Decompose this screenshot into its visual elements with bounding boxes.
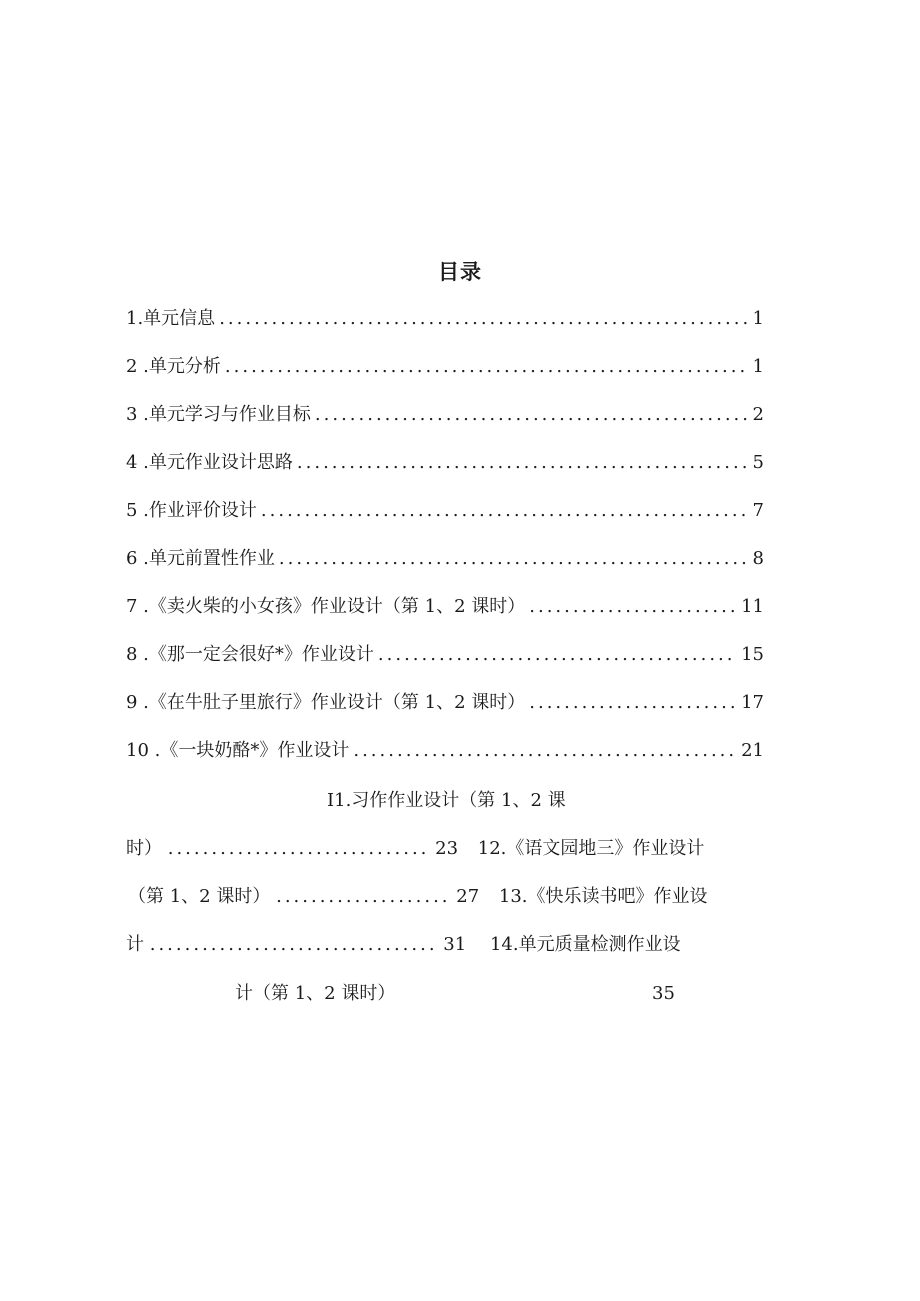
toc-entry-page: 8 xyxy=(752,548,764,569)
toc-entry-label: 8 .《那一定会很好*》作业设计 xyxy=(126,644,374,665)
toc-entry-label: 10 .《一块奶酪*》作业设计 xyxy=(126,740,350,761)
toc-entry-label: 2 .单元分析 xyxy=(126,356,221,377)
toc-entry-page: 15 xyxy=(741,644,764,665)
toc-leader-dots xyxy=(529,593,737,621)
toc-entry-5[interactable] xyxy=(126,497,764,545)
toc-entry-9[interactable] xyxy=(126,689,764,737)
toc-wrapped-line-5[interactable] xyxy=(235,980,395,1008)
toc-wrapped-line-5-page xyxy=(652,980,675,1008)
toc-entry-page: 5 xyxy=(752,452,764,473)
toc-entry-10[interactable] xyxy=(126,737,764,785)
toc-leader-dots xyxy=(279,545,749,573)
toc-leader-dots: .................... xyxy=(276,886,451,907)
toc-entry-page: 27 xyxy=(456,886,480,907)
toc-entry-page: 1 xyxy=(752,308,764,329)
toc-entry-label: 9 .《在牛肚子里旅行》作业设计（第 1、2 课时） xyxy=(126,692,526,713)
toc-list xyxy=(126,305,764,785)
toc-entry-label: 计（第 1、2 课时） xyxy=(235,983,396,1004)
toc-entry-label: 12.《语文园地三》作业设计 xyxy=(477,838,705,859)
toc-entry-6[interactable] xyxy=(126,545,764,593)
toc-entry-page: 21 xyxy=(741,740,764,761)
toc-entry-label: 计 xyxy=(126,934,144,955)
toc-wrapped-line-2[interactable] xyxy=(126,835,704,863)
toc-entry-label: 3 .单元学习与作业目标 xyxy=(126,404,311,425)
toc-entry-3[interactable] xyxy=(126,401,764,449)
toc-leader-dots xyxy=(529,689,737,717)
toc-wrapped-line-3[interactable] xyxy=(128,883,708,911)
toc-entry-label: 1.单元信息 xyxy=(126,308,216,329)
toc-leader-dots xyxy=(315,401,749,429)
toc-entry-label: 14.单元质量检测作业设 xyxy=(489,934,681,955)
toc-entry-label: 5 .作业评价设计 xyxy=(126,500,257,521)
toc-entry-label: 4 .单元作业设计思路 xyxy=(126,452,293,473)
toc-entry-label: 6 .单元前置性作业 xyxy=(126,548,275,569)
toc-entry-page: 2 xyxy=(752,404,764,425)
toc-entry-label: 13.《快乐读书吧》作业设 xyxy=(498,886,708,907)
toc-leader-dots xyxy=(225,353,749,381)
toc-entry-page: 35 xyxy=(652,983,675,1004)
toc-entry-page: 31 xyxy=(443,934,467,955)
toc-wrapped-line-1[interactable] xyxy=(327,787,566,815)
toc-entry-label: （第 1、2 课时） xyxy=(128,886,271,907)
toc-entry-2[interactable] xyxy=(126,353,764,401)
toc-entry-label: 7 .《卖火柴的小女孩》作业设计（第 1、2 课时） xyxy=(126,596,526,617)
toc-leader-dots xyxy=(378,641,737,669)
toc-entry-page: 23 xyxy=(435,838,459,859)
toc-entry-label: 时） xyxy=(126,838,162,859)
toc-entry-label: I1.习作作业设计（第 1、2 课 xyxy=(327,790,566,811)
toc-leader-dots: .............................. xyxy=(167,838,430,859)
toc-leader-dots: ................................. xyxy=(149,934,438,955)
toc-entry-4[interactable] xyxy=(126,449,764,497)
toc-entry-page: 7 xyxy=(752,500,764,521)
toc-leader-dots xyxy=(353,737,737,765)
toc-entry-page: 1 xyxy=(752,356,764,377)
toc-entry-7[interactable] xyxy=(126,593,764,641)
toc-wrapped-line-4[interactable] xyxy=(126,931,681,959)
toc-title: 目录 xyxy=(438,260,482,284)
toc-entry-1[interactable] xyxy=(126,305,764,353)
toc-entry-8[interactable] xyxy=(126,641,764,689)
toc-leader-dots xyxy=(219,305,748,333)
toc-leader-dots xyxy=(261,497,749,525)
toc-entry-page: 11 xyxy=(741,596,764,617)
toc-leader-dots xyxy=(297,449,749,477)
toc-entry-page: 17 xyxy=(741,692,764,713)
